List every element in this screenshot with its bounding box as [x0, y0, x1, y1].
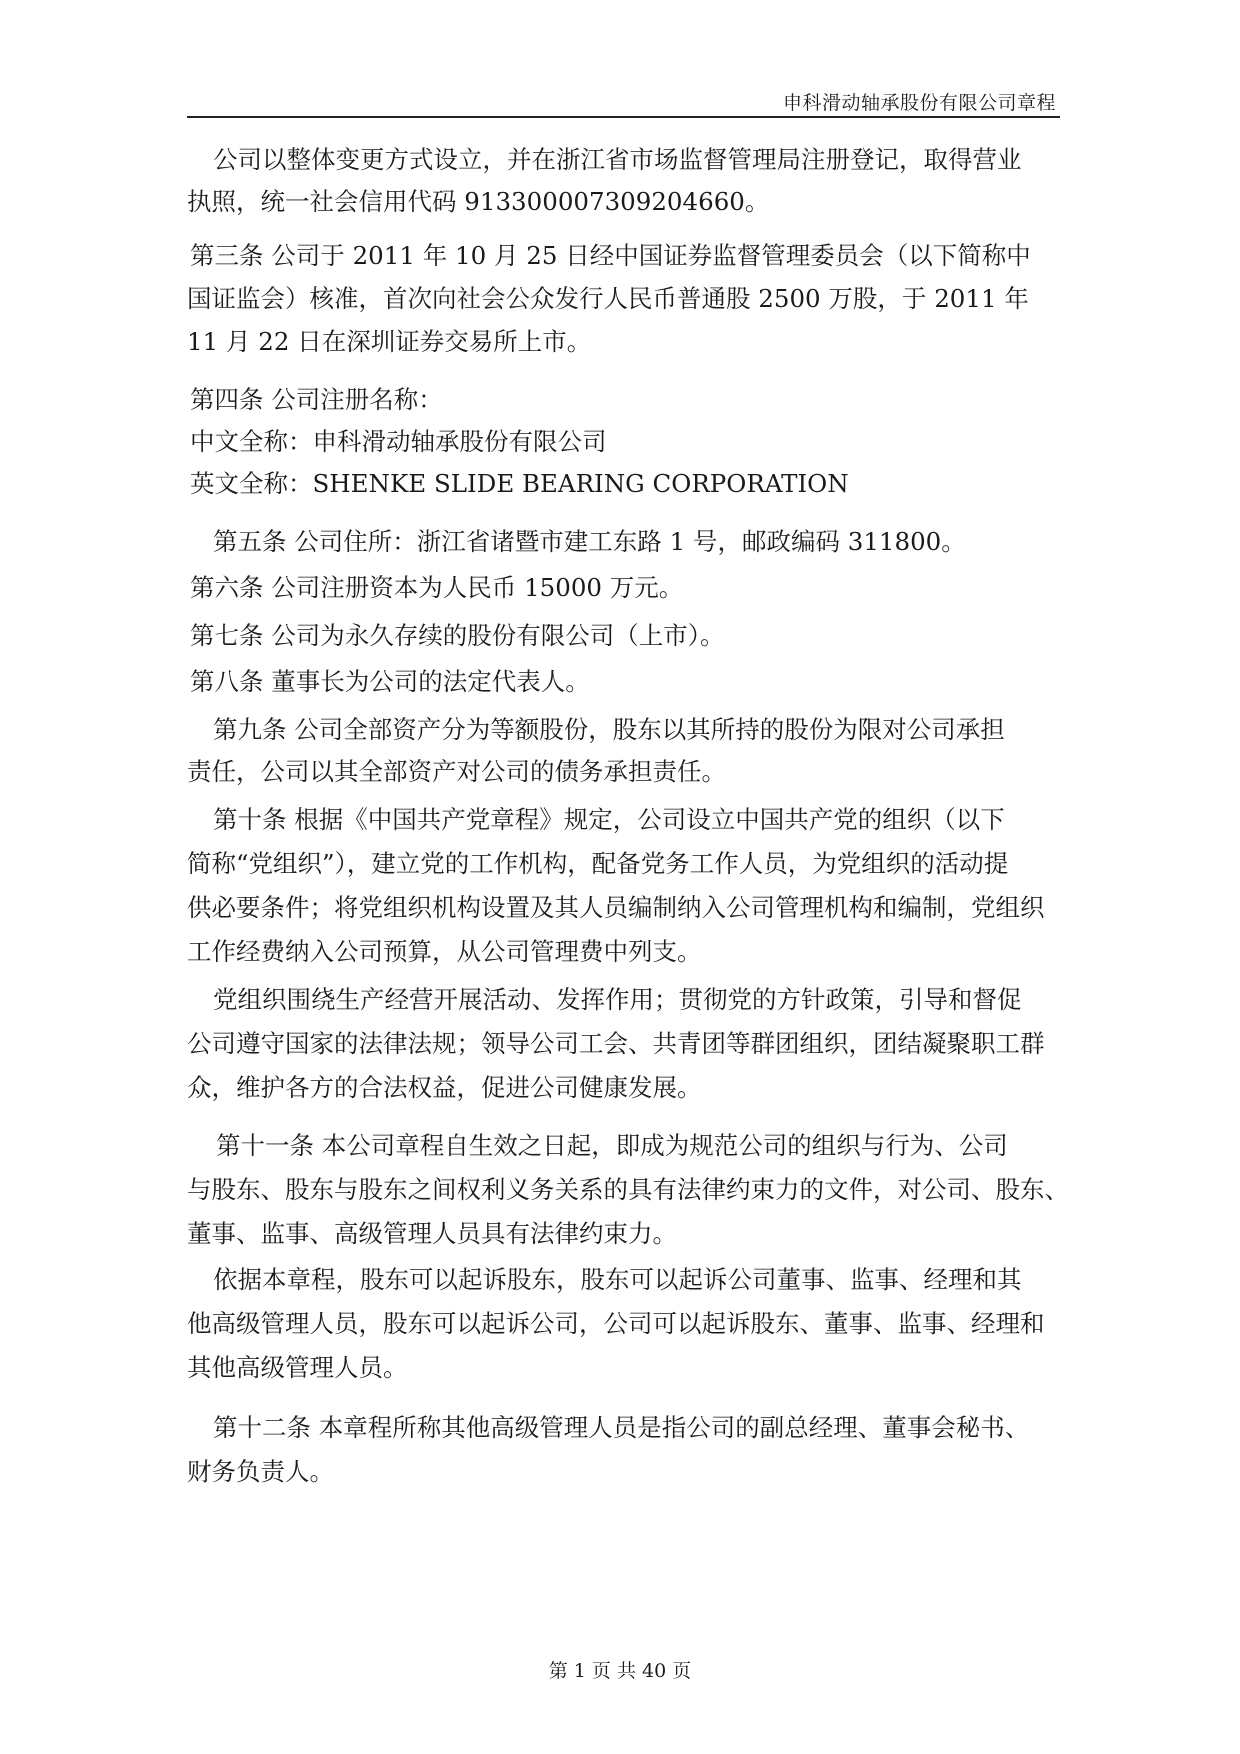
- text-line: 国证监会）核准，首次向社会公众发行人民币普通股 2500 万股，于 2011 年: [187, 284, 1029, 313]
- text-line: 党组织围绕生产经营开展活动、发挥作用；贯彻党的方针政策，引导和督促: [213, 985, 1022, 1014]
- text-line: 第九条 公司全部资产分为等额股份，股东以其所持的股份为限对公司承担: [213, 715, 1005, 744]
- text-line: 董事、监事、高级管理人员具有法律约束力。: [187, 1219, 677, 1248]
- text-line: 第六条 公司注册资本为人民币 15000 万元。: [190, 573, 684, 602]
- text-line: 第五条 公司住所：浙江省诸暨市建工东路 1 号，邮政编码 311800。: [213, 527, 966, 556]
- text-line: 第十一条 本公司章程自生效之日起，即成为规范公司的组织与行为、公司: [216, 1131, 1008, 1160]
- text-line: 供必要条件；将党组织机构设置及其人员编制纳入公司管理机构和编制，党组织: [187, 893, 1045, 922]
- text-line: 第十二条 本章程所称其他高级管理人员是指公司的副总经理、董事会秘书、: [213, 1413, 1030, 1442]
- text-line: 第三条 公司于 2011 年 10 月 25 日经中国证券监督管理委员会（以下简称中: [190, 241, 1031, 270]
- text-line: 简称“党组织”），建立党的工作机构，配备党务工作人员，为党组织的活动提: [187, 849, 1009, 878]
- text-line: 英文全称：SHENKE SLIDE BEARING CORPORATION: [190, 469, 849, 498]
- text-line: 第十条 根据《中国共产党章程》规定，公司设立中国共产党的组织（以下: [213, 805, 1005, 834]
- text-line: 依据本章程，股东可以起诉股东，股东可以起诉公司董事、监事、经理和其: [213, 1265, 1022, 1294]
- text-line: 其他高级管理人员。: [187, 1353, 408, 1382]
- text-line: 工作经费纳入公司预算，从公司管理费中列支。: [187, 937, 702, 966]
- text-line: 与股东、股东与股东之间权利义务关系的具有法律约束力的文件，对公司、股东、: [187, 1175, 1069, 1204]
- text-line: 第四条 公司注册名称：: [190, 385, 443, 414]
- text-line: 中文全称：申科滑动轴承股份有限公司: [190, 427, 607, 456]
- header-title: 申科滑动轴承股份有限公司章程: [782, 92, 1056, 114]
- text-line: 财务负责人。: [187, 1457, 334, 1486]
- text-line: 公司遵守国家的法律法规；领导公司工会、共青团等群团组织，团结凝聚职工群: [187, 1029, 1045, 1058]
- text-line: 众，维护各方的合法权益，促进公司健康发展。: [187, 1073, 702, 1102]
- text-line: 第八条 董事长为公司的法定代表人。: [190, 667, 590, 696]
- text-line: 他高级管理人员，股东可以起诉公司，公司可以起诉股东、董事、监事、经理和: [187, 1309, 1045, 1338]
- text-line: 11 月 22 日在深圳证券交易所上市。: [187, 327, 592, 356]
- page-header: [187, 88, 1060, 118]
- text-line: 第七条 公司为永久存续的股份有限公司（上市）。: [190, 621, 725, 650]
- text-line: 公司以整体变更方式设立，并在浙江省市场监督管理局注册登记，取得营业: [213, 145, 1022, 174]
- page-footer: [0, 1656, 1240, 1683]
- text-line: 责任，公司以其全部资产对公司的债务承担责任。: [187, 757, 726, 786]
- text-line: 执照，统一社会信用代码 913300007309204660。: [187, 187, 770, 216]
- page-number: 第 1 页 共 40 页: [548, 1660, 692, 1682]
